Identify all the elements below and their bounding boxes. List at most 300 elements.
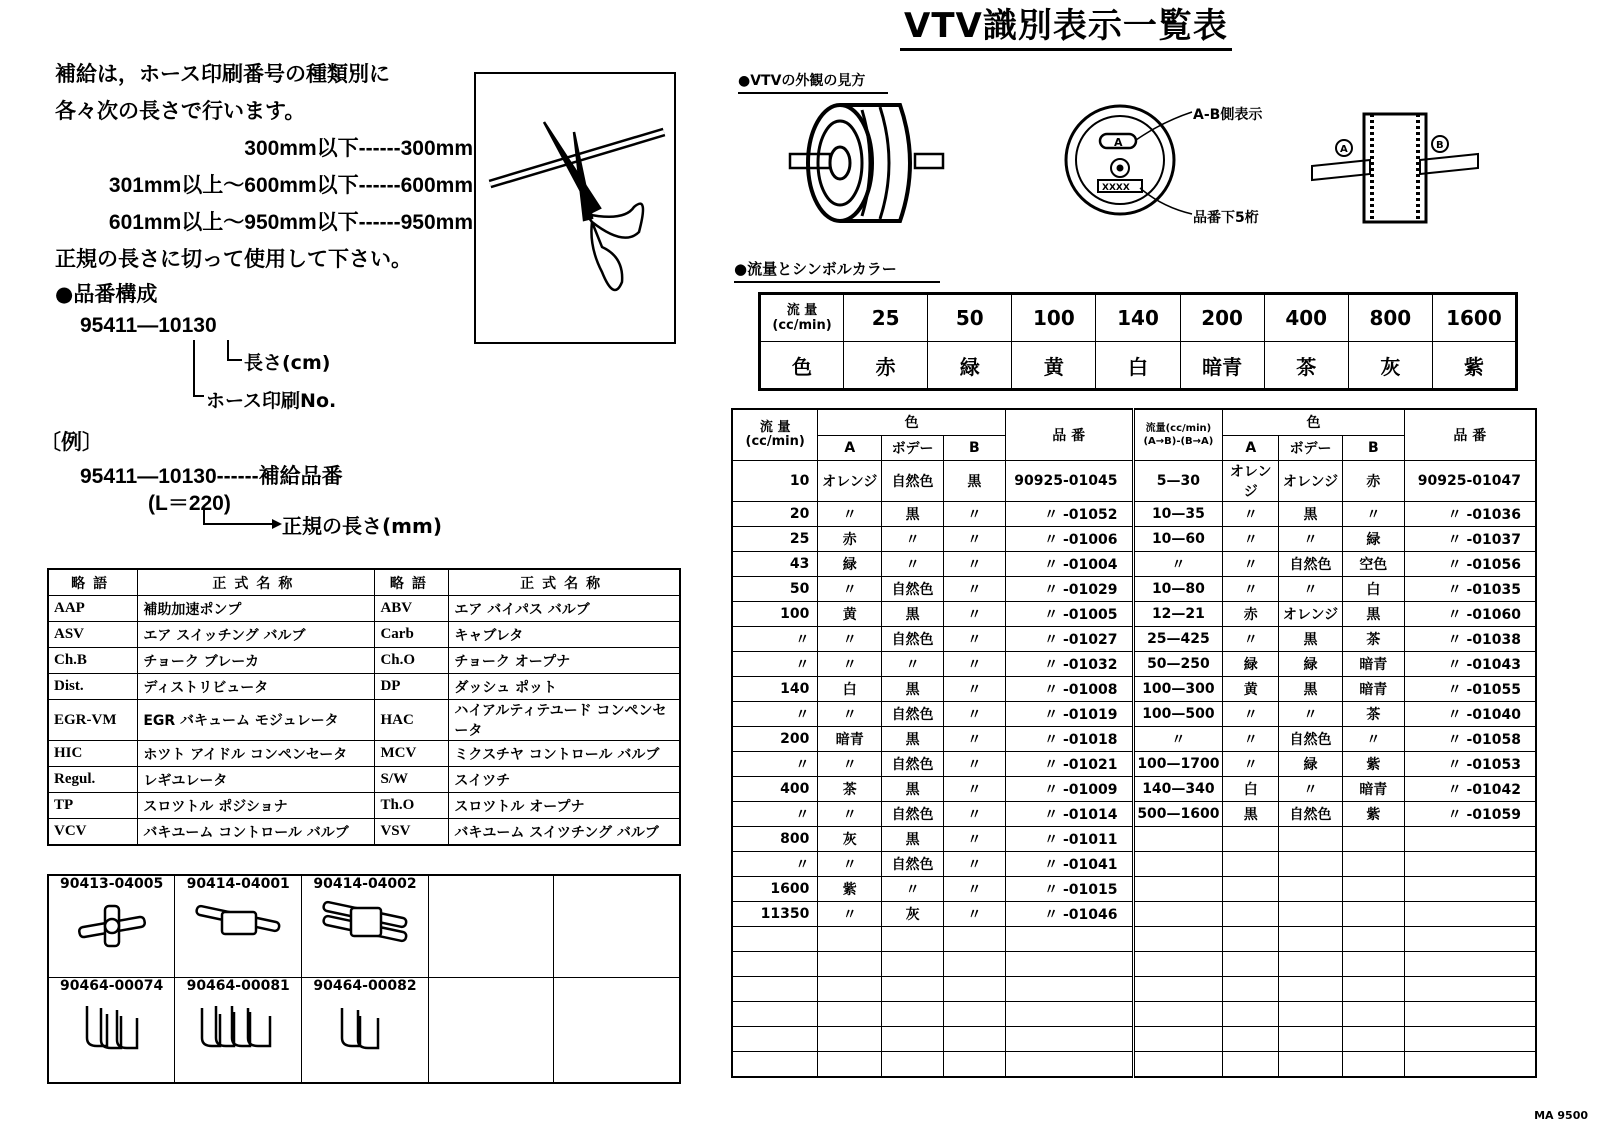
right-cell: 〃 -01040 xyxy=(1404,701,1536,726)
right-cell xyxy=(1279,926,1343,951)
right-cell xyxy=(1133,851,1223,876)
left-cell: 〃 -01009 xyxy=(1005,776,1133,801)
left-cell: 〃 -01021 xyxy=(1005,751,1133,776)
right-cell: 白 xyxy=(1223,776,1279,801)
abbreviation-cell: HAC xyxy=(375,700,449,741)
left-cell: 800 xyxy=(732,826,818,851)
left-cell: 〃 -01032 xyxy=(1005,651,1133,676)
left-cell: 〃 xyxy=(943,526,1005,551)
left-cell xyxy=(732,1026,818,1051)
part-number: 95411—10130 xyxy=(80,314,217,337)
table-header-row xyxy=(732,409,1536,435)
right-cell xyxy=(1133,826,1223,851)
full-name-cell: チョーク ブレーカ xyxy=(138,648,375,674)
right-cell: 黒 xyxy=(1342,601,1404,626)
right-cell xyxy=(1133,926,1223,951)
left-cell: 暗青 xyxy=(818,726,882,751)
table-row xyxy=(732,876,1536,901)
color-header: 色 xyxy=(760,342,844,390)
left-cell xyxy=(818,951,882,976)
right-cell xyxy=(1404,976,1536,1001)
header-part-number: 品 番 xyxy=(1404,409,1536,460)
color-row xyxy=(760,342,1517,390)
table-row xyxy=(732,701,1536,726)
right-cell: 緑 xyxy=(1342,526,1404,551)
left-cell: 灰 xyxy=(818,826,882,851)
left-cell xyxy=(943,926,1005,951)
left-cell xyxy=(1005,926,1133,951)
right-cell xyxy=(1279,1051,1343,1077)
right-cell: 10—80 xyxy=(1133,576,1223,601)
left-cell xyxy=(882,1001,944,1026)
left-cell: 400 xyxy=(732,776,818,801)
right-cell: 25—425 xyxy=(1133,626,1223,651)
header-flow-unit: (cc/min) xyxy=(745,433,805,449)
digits-mark: XXXX xyxy=(1102,183,1130,193)
left-cell: 〃 xyxy=(818,801,882,826)
right-cell xyxy=(1223,851,1279,876)
table-row xyxy=(48,741,680,767)
left-cell xyxy=(1005,951,1133,976)
table-row xyxy=(732,751,1536,776)
part-cell xyxy=(302,875,429,977)
left-cell: 〃 -01019 xyxy=(1005,701,1133,726)
right-cell: 500—1600 xyxy=(1133,801,1223,826)
header-body: ボデー xyxy=(1279,435,1343,460)
left-cell: 〃 xyxy=(818,701,882,726)
part-cell-empty xyxy=(554,875,680,977)
right-cell xyxy=(1342,926,1404,951)
flow-label: 流 量 xyxy=(786,303,818,318)
regular-length-label: 正規の長さ(mm) xyxy=(282,514,442,538)
table-row xyxy=(48,767,680,793)
right-cell: 〃 xyxy=(1133,726,1223,751)
left-cell xyxy=(1005,1001,1133,1026)
table-row xyxy=(48,819,680,846)
left-cell: 黒 xyxy=(882,726,944,751)
right-cell: 〃 xyxy=(1223,551,1279,576)
table-row xyxy=(732,901,1536,926)
table-row xyxy=(48,700,680,741)
left-cell: 黒 xyxy=(882,601,944,626)
right-cell xyxy=(1279,826,1343,851)
left-cell: 〃 xyxy=(943,751,1005,776)
intro-line: 各々次の長さで行います。 xyxy=(55,99,306,123)
left-cell: 〃 xyxy=(818,901,882,926)
part-number-label: 90464-00082 xyxy=(313,977,417,994)
header-color: 色 xyxy=(1223,409,1404,435)
left-cell: 〃 -01052 xyxy=(1005,501,1133,526)
left-cell: オレンジ xyxy=(818,460,882,501)
abbreviation-cell: MCV xyxy=(375,741,449,767)
right-cell xyxy=(1404,876,1536,901)
right-cell xyxy=(1279,951,1343,976)
scissors-illustration xyxy=(474,72,676,344)
table-row xyxy=(48,793,680,819)
left-cell: 〃 xyxy=(818,751,882,776)
right-cell: 〃 xyxy=(1279,576,1343,601)
flow-header xyxy=(760,294,844,342)
part-number-label: 90413-04005 xyxy=(60,876,164,892)
abbreviation-cell: ABV xyxy=(375,596,449,622)
right-cell: 100—300 xyxy=(1133,676,1223,701)
full-name-cell: スイツチ xyxy=(449,767,680,793)
right-cell: 赤 xyxy=(1223,601,1279,626)
left-cell: 〃 -01011 xyxy=(1005,826,1133,851)
table-header-row xyxy=(48,569,680,596)
header-flow2-label: 流量(cc/min) xyxy=(1145,422,1212,434)
symbol-color: 黄 xyxy=(1012,342,1096,390)
left-cell: 11350 xyxy=(732,901,818,926)
left-cell: 〃 xyxy=(818,626,882,651)
table-row xyxy=(732,826,1536,851)
right-cell xyxy=(1404,1001,1536,1026)
symbol-color: 緑 xyxy=(928,342,1012,390)
left-cell: 〃 xyxy=(943,601,1005,626)
right-cell: 〃 xyxy=(1223,751,1279,776)
cross-joint-icon xyxy=(188,892,288,952)
table-row xyxy=(732,951,1536,976)
left-cell xyxy=(943,1026,1005,1051)
left-cell: 43 xyxy=(732,551,818,576)
table-row xyxy=(732,851,1536,876)
header-cell: 略語 xyxy=(48,569,138,596)
left-cell: 〃 xyxy=(943,551,1005,576)
left-cell xyxy=(943,1001,1005,1026)
intro-text xyxy=(55,56,473,278)
right-cell xyxy=(1404,1051,1536,1077)
left-cell: 赤 xyxy=(818,526,882,551)
part-number-label: 90414-04001 xyxy=(186,876,290,892)
left-cell: 自然色 xyxy=(882,701,944,726)
left-cell xyxy=(732,951,818,976)
full-name-cell: EGR バキューム モジュレータ xyxy=(138,700,375,741)
table-row xyxy=(48,622,680,648)
left-cell xyxy=(882,951,944,976)
right-cell xyxy=(1223,1026,1279,1051)
right-cell xyxy=(1223,951,1279,976)
length-label: 長さ(cm) xyxy=(244,352,331,374)
right-cell xyxy=(1133,976,1223,1001)
example-arrow xyxy=(196,508,286,532)
left-cell: 〃 -01014 xyxy=(1005,801,1133,826)
cross-joint-icon xyxy=(315,892,415,952)
parts-table xyxy=(47,874,681,1084)
right-cell: 黄 xyxy=(1223,676,1279,701)
right-cell: 黒 xyxy=(1279,626,1343,651)
parts-row xyxy=(48,875,680,977)
full-name-cell: スロツトル ポジショナ xyxy=(138,793,375,819)
left-cell: 黒 xyxy=(882,776,944,801)
header-a: A xyxy=(818,435,882,460)
abbreviation-cell: Ch.O xyxy=(375,648,449,674)
right-cell xyxy=(1342,876,1404,901)
left-cell: 〃 xyxy=(943,826,1005,851)
right-cell: 〃 xyxy=(1223,576,1279,601)
right-cell: 〃 xyxy=(1223,626,1279,651)
symbol-color: 紫 xyxy=(1432,342,1516,390)
right-cell: 〃 -01053 xyxy=(1404,751,1536,776)
header-cell: 略語 xyxy=(375,569,449,596)
full-name-cell: エア バイパス バルブ xyxy=(449,596,680,622)
left-cell: 90925-01045 xyxy=(1005,460,1133,501)
part-cell-empty xyxy=(554,977,680,1083)
table-row xyxy=(732,576,1536,601)
a-mark: A xyxy=(1340,144,1348,155)
flow-value: 100 xyxy=(1012,294,1096,342)
right-cell: 〃 xyxy=(1223,526,1279,551)
right-cell xyxy=(1342,826,1404,851)
b-mark: B xyxy=(1436,140,1444,151)
scissors-icon xyxy=(490,122,664,290)
hose-label: ホース印刷No. xyxy=(206,390,337,412)
right-cell xyxy=(1342,951,1404,976)
right-cell xyxy=(1404,901,1536,926)
header-a: A xyxy=(1223,435,1279,460)
right-cell: 茶 xyxy=(1342,701,1404,726)
left-cell: 〃 xyxy=(732,701,818,726)
right-cell xyxy=(1223,826,1279,851)
left-cell xyxy=(1005,1051,1133,1077)
right-cell: 〃 -01037 xyxy=(1404,526,1536,551)
right-cell: 10—60 xyxy=(1133,526,1223,551)
table-row xyxy=(732,501,1536,526)
right-cell: オレンジ xyxy=(1279,601,1343,626)
left-cell: 自然色 xyxy=(882,801,944,826)
left-cell: 〃 xyxy=(943,876,1005,901)
left-cell: 黄 xyxy=(818,601,882,626)
left-cell: 黒 xyxy=(882,826,944,851)
left-cell: 〃 xyxy=(818,501,882,526)
abbreviation-cell: Regul. xyxy=(48,767,138,793)
right-cell: 暗青 xyxy=(1342,676,1404,701)
header-body: ボデー xyxy=(882,435,944,460)
right-cell: 〃 -01055 xyxy=(1404,676,1536,701)
header-flow-label: 流 量 xyxy=(759,419,791,435)
right-cell: 黒 xyxy=(1279,501,1343,526)
left-cell xyxy=(882,1051,944,1077)
right-cell: 暗青 xyxy=(1342,776,1404,801)
ab-mark: A xyxy=(1114,136,1123,149)
flow-unit: (cc/min) xyxy=(772,318,832,333)
right-cell: 〃 -01042 xyxy=(1404,776,1536,801)
left-cell: 〃 -01027 xyxy=(1005,626,1133,651)
right-cell: 緑 xyxy=(1223,651,1279,676)
right-cell: 白 xyxy=(1342,576,1404,601)
symbol-color: 白 xyxy=(1096,342,1180,390)
table-row xyxy=(732,676,1536,701)
right-cell: 暗青 xyxy=(1342,651,1404,676)
right-cell xyxy=(1279,976,1343,1001)
abbreviation-cell: HIC xyxy=(48,741,138,767)
example-length: (L＝220) xyxy=(148,492,231,515)
right-cell: 100—500 xyxy=(1133,701,1223,726)
left-cell: 〃 xyxy=(818,851,882,876)
abbreviation-cell: Dist. xyxy=(48,674,138,700)
left-cell: 〃 -01046 xyxy=(1005,901,1133,926)
part-number-heading: ●品番構成 xyxy=(55,282,158,306)
right-cell: 〃 -01038 xyxy=(1404,626,1536,651)
right-cell xyxy=(1342,1001,1404,1026)
vtv-section-view xyxy=(1310,110,1480,228)
header-cell: 正式名称 xyxy=(138,569,375,596)
right-cell xyxy=(1342,1026,1404,1051)
part-cell-empty xyxy=(428,977,553,1083)
right-cell xyxy=(1342,901,1404,926)
right-cell xyxy=(1133,1026,1223,1051)
clip-icon xyxy=(188,994,288,1054)
left-cell: 〃 -01008 xyxy=(1005,676,1133,701)
left-cell xyxy=(818,976,882,1001)
right-cell: 緑 xyxy=(1279,651,1343,676)
right-cell: 〃 xyxy=(1279,701,1343,726)
flow-value: 1600 xyxy=(1432,294,1516,342)
full-name-cell: 補助加速ポンプ xyxy=(138,596,375,622)
table-row xyxy=(732,1026,1536,1051)
right-cell: 〃 -01056 xyxy=(1404,551,1536,576)
right-cell: 〃 xyxy=(1279,776,1343,801)
left-cell: 〃 xyxy=(732,651,818,676)
right-cell xyxy=(1279,876,1343,901)
right-cell xyxy=(1133,951,1223,976)
left-cell: 白 xyxy=(818,676,882,701)
left-cell: 〃 -01006 xyxy=(1005,526,1133,551)
left-cell: 〃 xyxy=(732,851,818,876)
part-number-label: 90464-00074 xyxy=(60,977,164,994)
right-cell: 12—21 xyxy=(1133,601,1223,626)
left-cell: 〃 xyxy=(882,876,944,901)
right-cell: オレンジ xyxy=(1223,460,1279,501)
full-name-cell: レギユレータ xyxy=(138,767,375,793)
table-row xyxy=(732,460,1536,501)
left-cell: 灰 xyxy=(882,901,944,926)
left-cell xyxy=(732,1051,818,1077)
right-cell: 自然色 xyxy=(1279,726,1343,751)
part-cell xyxy=(175,977,302,1083)
t-joint-icon xyxy=(67,892,157,952)
full-name-cell: ディストリビュータ xyxy=(138,674,375,700)
right-cell: 自然色 xyxy=(1279,551,1343,576)
part-cell xyxy=(302,977,429,1083)
right-cell xyxy=(1342,1051,1404,1077)
right-cell: 〃 xyxy=(1342,726,1404,751)
abbreviation-cell: Ch.B xyxy=(48,648,138,674)
left-cell: 200 xyxy=(732,726,818,751)
table-row xyxy=(732,1001,1536,1026)
table-row xyxy=(732,526,1536,551)
table-row xyxy=(48,674,680,700)
left-cell: 〃 xyxy=(882,551,944,576)
right-cell: 〃 -01043 xyxy=(1404,651,1536,676)
left-cell xyxy=(882,976,944,1001)
flow-value: 25 xyxy=(844,294,928,342)
flow-value: 400 xyxy=(1264,294,1348,342)
full-name-cell: スロツトル オープナ xyxy=(449,793,680,819)
full-name-cell: バキユーム スイツチング バルブ xyxy=(449,819,680,846)
right-cell xyxy=(1223,976,1279,1001)
part-number-label: 90414-04002 xyxy=(313,876,417,892)
part-cell xyxy=(48,977,175,1083)
left-cell: 〃 xyxy=(943,501,1005,526)
length-rule: 301mm以上～600mm以下------600mm xyxy=(108,174,473,197)
footer-code: MA 9500 xyxy=(1534,1109,1588,1122)
right-cell xyxy=(1404,851,1536,876)
header-flow2 xyxy=(1133,409,1223,460)
left-cell xyxy=(732,976,818,1001)
left-cell: 〃 xyxy=(943,651,1005,676)
left-cell: 〃 xyxy=(943,576,1005,601)
left-cell: 〃 xyxy=(943,676,1005,701)
right-cell: 〃 xyxy=(1279,526,1343,551)
right-cell: 緑 xyxy=(1279,751,1343,776)
abbreviation-cell: ASV xyxy=(48,622,138,648)
right-cell: 黒 xyxy=(1279,676,1343,701)
symbol-heading: ●流量とシンボルカラー xyxy=(734,258,940,283)
table-row xyxy=(732,1051,1536,1077)
flow-row xyxy=(760,294,1517,342)
right-cell xyxy=(1404,1026,1536,1051)
full-name-cell: キャブレタ xyxy=(449,622,680,648)
right-cell xyxy=(1223,876,1279,901)
right-cell: 〃 xyxy=(1133,551,1223,576)
right-cell: オレンジ xyxy=(1279,460,1343,501)
full-name-cell: バキユーム コントロール バルブ xyxy=(138,819,375,846)
left-cell xyxy=(818,926,882,951)
right-cell xyxy=(1133,901,1223,926)
length-rule: 601mm以上～950mm以下------950mm xyxy=(108,211,473,234)
digits-label: 品番下5桁 xyxy=(1193,210,1259,226)
clip-icon xyxy=(320,994,410,1054)
left-cell: 〃 xyxy=(943,701,1005,726)
header-b: B xyxy=(1342,435,1404,460)
right-cell xyxy=(1133,876,1223,901)
left-cell: 〃 xyxy=(818,576,882,601)
symbol-color-table xyxy=(758,292,1518,391)
right-cell xyxy=(1279,901,1343,926)
intro-line: 正規の長さに切って使用して下さい。 xyxy=(55,247,412,271)
right-cell: 140—340 xyxy=(1133,776,1223,801)
vtv-side-view xyxy=(780,98,950,238)
part-cell-empty xyxy=(428,875,553,977)
right-cell: 自然色 xyxy=(1279,801,1343,826)
left-cell xyxy=(732,1001,818,1026)
table-row xyxy=(732,601,1536,626)
header-part-number: 品 番 xyxy=(1005,409,1133,460)
part-number-label: 90464-00081 xyxy=(186,977,290,994)
left-cell: 自然色 xyxy=(882,460,944,501)
example-number: 95411—10130------補給品番 xyxy=(80,465,343,488)
left-cell: 紫 xyxy=(818,876,882,901)
table-row xyxy=(732,776,1536,801)
header-flow xyxy=(732,409,818,460)
table-row xyxy=(732,926,1536,951)
right-cell xyxy=(1279,1026,1343,1051)
left-cell: 自然色 xyxy=(882,626,944,651)
left-cell xyxy=(818,1026,882,1051)
abbreviation-cell: S/W xyxy=(375,767,449,793)
abbreviation-cell: Carb xyxy=(375,622,449,648)
left-cell: 緑 xyxy=(818,551,882,576)
right-cell xyxy=(1133,1001,1223,1026)
full-name-cell: ハイアルティテユード コンペンセータ xyxy=(449,700,680,741)
left-cell: 黒 xyxy=(882,676,944,701)
left-cell: 〃 -01004 xyxy=(1005,551,1133,576)
left-cell xyxy=(882,1026,944,1051)
left-cell: 〃 xyxy=(732,751,818,776)
right-cell xyxy=(1404,926,1536,951)
abbreviation-table xyxy=(47,568,681,846)
left-cell: 自然色 xyxy=(882,751,944,776)
